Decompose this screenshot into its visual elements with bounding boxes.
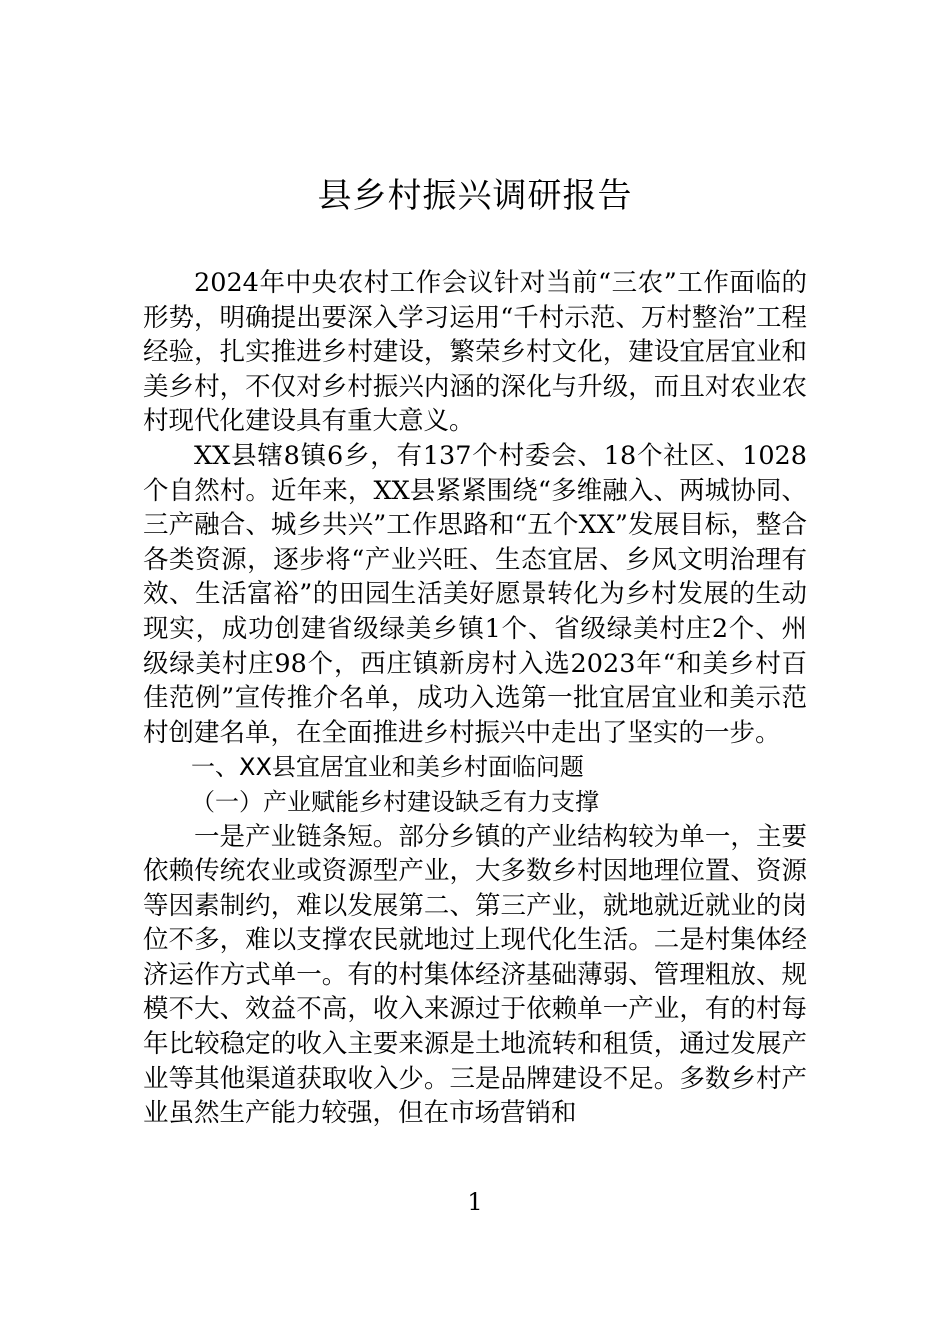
document-body — [143, 266, 807, 1131]
paragraph-county-overview: XX县辖8镇6乡，有137个村委会、18个社区、1028个自然村。近年来，XX县紧紧围绕“多维融入、两城协同、三产融合、城乡共兴”工作思路和“五个XX”发展目标，整合各类资源，逐步将“产业兴旺、生态宜居、乡风文明治理有效、生活富裕”的田园生活美好愿景转化为乡村发展的生动现实，成功创建省级绿美乡镇1个、省级绿美村庄2个、州级绿美村庄98个，西庄镇新房村入选2023年“和美乡村百佳范例”宣传推介名单，成功入选第一批宜居宜业和美示范村创建名单，在全面推进乡村振兴中走出了坚实的一步。 — [143, 440, 807, 748]
page-number: 1 — [467, 1188, 483, 1216]
section-heading: 一、XX县宜居宜业和美乡村面临问题 — [191, 753, 584, 782]
paragraph-industry-issues: 一是产业链条短。部分乡镇的产业结构较为单一，主要依赖传统农业或资源型产业，大多数乡村因地理位置、资源等因素制约，难以发展第二、第三产业，就地就近就业的岗位不多，难以支撑农民就地过上现代化生活。二是村集体经济运作方式单一。有的村集体经济基础薄弱、管理粗放、规模不大、效益不高，收入来源过于依赖单一产业，有的村每年比较稳定的收入主要来源是土地流转和租赁，通过发展产业等其他渠道获取收入少。三是品牌建设不足。多数乡村产业虽然生产能力较强，但在市场营销和 — [143, 821, 807, 1129]
document-title: 县乡村振兴调研报告 — [317, 176, 633, 216]
subsection-heading: （一）产业赋能乡村建设缺乏有力支撑 — [191, 787, 599, 816]
paragraph-intro: 2024年中央农村工作会议针对当前“三农”工作面临的形势，明确提出要深入学习运用“千村示范、万村整治”工程经验，扎实推进乡村建设，繁荣乡村文化，建设宜居宜业和美乡村，不仅对乡村振兴内涵的深化与升级，而且对农业农村现代化建设具有重大意义。 — [143, 268, 807, 437]
